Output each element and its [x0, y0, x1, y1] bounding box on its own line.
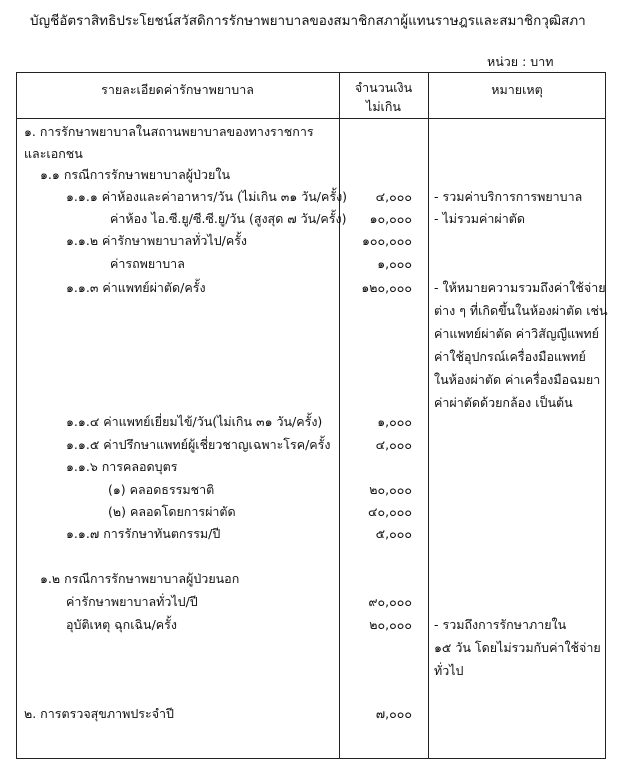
row-text: ๑.๑.๓ ค่าแพทย์ผ่าตัด/ครั้ง	[66, 280, 206, 295]
row-text: และเอกชน	[24, 146, 83, 161]
row-amount: ๑๐๐,๐๐๐	[361, 233, 412, 248]
row-text: ค่ารักษาพยาบาลทั่วไป/ปี	[66, 594, 198, 609]
row-text: ๑. การรักษาพยาบาลในสถานพยาบาลของทางราชการ	[24, 124, 314, 139]
row-text: ๑.๑.๑ ค่าห้องและค่าอาหาร/วัน (ไม่เกิน ๓๑ วัน/ครั้ง)	[66, 189, 348, 204]
row-amount: ๒๐,๐๐๐	[369, 617, 412, 632]
row-amount: ๙๐,๐๐๐	[368, 594, 412, 609]
header-amount	[339, 78, 428, 116]
remark-icu: - ไม่รวมค่าผ่าตัด	[434, 211, 525, 226]
row-amount: ๑๒๐,๐๐๐	[361, 280, 412, 295]
document-title: บัญชีอัตราสิทธิประโยชน์สวัสดิการรักษาพยาบาลของสมาชิกสภาผู้แทนราษฎรและสมาชิกวุฒิสภา	[30, 13, 586, 29]
header-divider	[16, 118, 606, 119]
row-amount: ๕,๐๐๐	[375, 526, 412, 541]
row-text: (๑) คลอดธรรมชาติ	[108, 482, 215, 497]
remark-accident-line: - รวมถึงการรักษาภายใน	[434, 617, 567, 632]
header-detail: รายละเอียดค่ารักษาพยาบาล	[101, 82, 254, 97]
row-amount: ๑,๐๐๐	[377, 414, 412, 429]
row-text: ๑.๑.๗ การรักษาทันตกรรม/ปี	[66, 526, 221, 541]
row-amount: ๑,๐๐๐	[377, 256, 412, 271]
remark-surgery-line: ในห้องผ่าตัด ค่าเครื่องมือฉมยา	[434, 372, 601, 387]
row-text: ๑.๑.๖ การคลอดบุตร	[66, 459, 178, 474]
row-amount: ๔๐,๐๐๐	[368, 504, 412, 519]
row-amount: ๔,๐๐๐	[375, 189, 412, 204]
row-text: ค่าห้อง ไอ.ซี.ยู/ซี.ซี.ยู/วัน (สูงสุด ๗ วัน/ครั้ง)	[110, 211, 347, 226]
row-text: อุบัติเหตุ ฉุกเฉิน/ครั้ง	[66, 617, 177, 632]
unit-label: หน่วย : บาท	[487, 54, 554, 69]
remark-room: - รวมค่าบริการการพยาบาล	[434, 189, 583, 204]
row-amount: ๔,๐๐๐	[375, 437, 412, 452]
header-remark: หมายเหตุ	[491, 82, 543, 97]
row-text: ๒. การตรวจสุขภาพประจำปี	[24, 706, 174, 721]
remark-surgery-line: - ให้หมายความรวมถึงค่าใช้จ่าย	[434, 280, 606, 295]
header-amount-line2: ไม่เกิน	[366, 99, 401, 114]
row-text: (๒) คลอดโดยการผ่าตัด	[108, 504, 236, 519]
remark-surgery-line: ค่าใช้อุปกรณ์เครื่องมือแพทย์	[434, 349, 586, 364]
row-text: ๑.๑.๒ ค่ารักษาพยาบาลทั่วไป/ครั้ง	[66, 233, 248, 248]
row-text: ค่ารถพยาบาล	[110, 256, 185, 271]
row-text: ๑.๑ กรณีการรักษาพยาบาลผู้ป่วยใน	[40, 167, 230, 182]
column-divider-remark	[428, 72, 429, 759]
row-text: ๑.๑.๕ ค่าปรึกษาแพทย์ผู้เชี่ยวชาญเฉพาะโรค/ครั้ง	[66, 437, 331, 452]
row-text: ๑.๑.๔ ค่าแพทย์เยี่ยมไข้/วัน(ไม่เกิน ๓๑ วัน/ครั้ง)	[66, 414, 323, 429]
remark-accident-line: ทั่วไป	[434, 663, 464, 678]
row-amount: ๑๐,๐๐๐	[369, 211, 412, 226]
remark-surgery-line: ต่าง ๆ ที่เกิดขึ้นในห้องผ่าตัด เช่น	[434, 303, 608, 318]
header-amount-line1: จำนวนเงิน	[354, 80, 413, 95]
remark-surgery-line: ค่าผ่าตัดด้วยกล้อง เป็นต้น	[434, 395, 573, 410]
row-amount: ๒๐,๐๐๐	[369, 482, 412, 497]
row-amount: ๗,๐๐๐	[375, 706, 412, 721]
remark-surgery-line: ค่าแพทย์ผ่าตัด ค่าวิสัญญีแพทย์	[434, 326, 599, 341]
row-text: ๑.๒ กรณีการรักษาพยาบาลผู้ป่วยนอก	[40, 571, 240, 586]
remark-accident-line: ๑๕ วัน โดยไม่รวมกับค่าใช้จ่าย	[434, 640, 601, 655]
